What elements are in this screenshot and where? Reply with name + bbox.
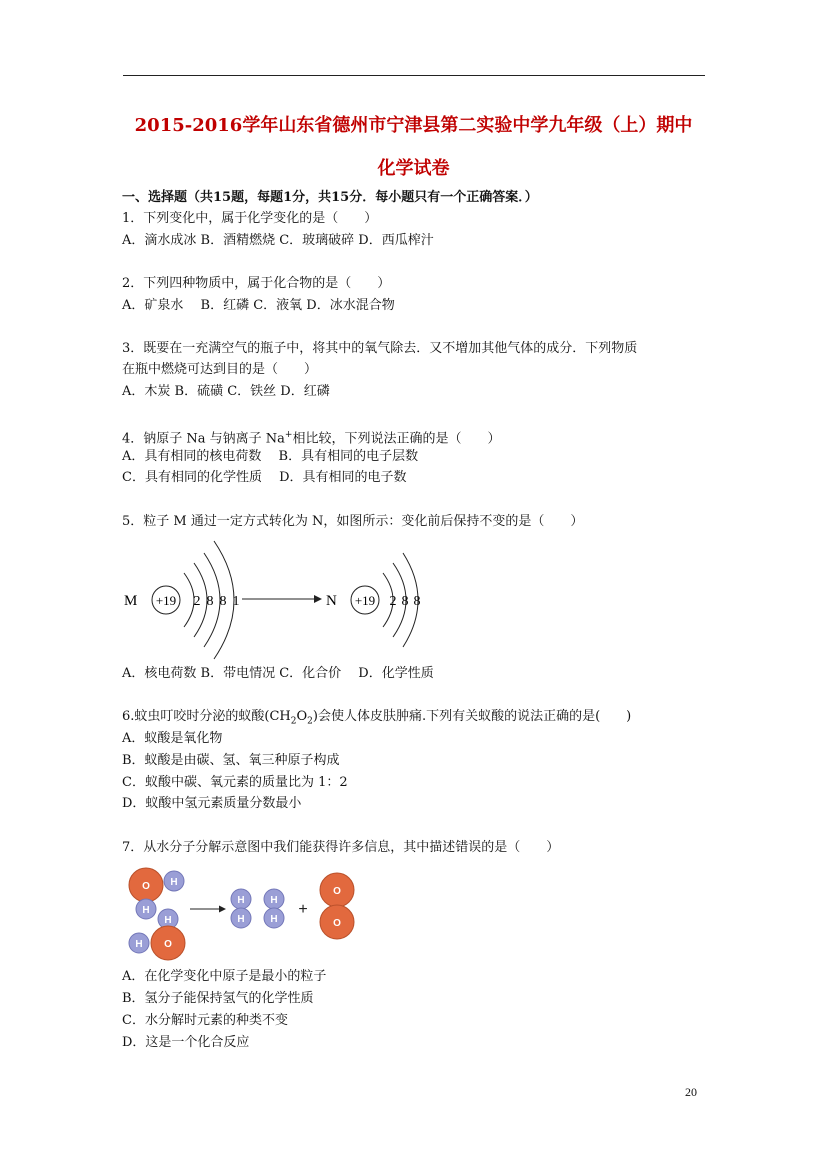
q4-stem-b: 相比较，下列说法正确的是（ ） [292, 431, 501, 447]
reaction-arrow-head [314, 595, 322, 603]
n-nucleus-charge: +19 [354, 593, 376, 608]
q7-stem: 7．从水分子分解示意图中我们能获得许多信息，其中描述错误的是（ ） [122, 840, 560, 855]
n-shell-count-2: 8 [401, 594, 409, 609]
q4-options-row2: C．具有相同的化学性质 D．具有相同的电子数 [122, 470, 407, 485]
hydrogen-symbol: H [135, 939, 143, 950]
m-shell-count-2: 8 [206, 594, 214, 609]
m-shell-count-4: 1 [232, 594, 240, 609]
q7-option-b: B．氢分子能保持氢气的化学性质 [122, 991, 314, 1006]
q6-option-a: A．蚁酸是氧化物 [122, 731, 223, 746]
q6-stem-c: )会使人体皮肤肿痛.下列有关蚁酸的说法正确的是( ) [312, 709, 632, 724]
plus-sign: + [298, 901, 308, 918]
atom-transformation-diagram [120, 536, 440, 664]
m-nucleus-charge: +19 [155, 593, 177, 608]
q5-stem: 5．粒子 M 通过一定方式转化为 N，如图所示：变化前后保持不变的是（ ） [122, 514, 584, 529]
hydrogen-symbol: H [270, 895, 278, 906]
q6-sub2: 2 [307, 716, 313, 727]
exam-title-line1: 2015-2016学年山东省德州市宁津县第二实验中学九年级（上）期中 [134, 115, 693, 136]
hydrogen-symbol: H [270, 914, 278, 925]
reaction-arrow-head [219, 906, 226, 913]
q4-stem [122, 426, 500, 448]
q6-sub1: 2 [290, 716, 297, 727]
oxygen-symbol: O [164, 939, 172, 950]
page-number: 20 [685, 1085, 697, 1099]
q7-option-a: A．在化学变化中原子是最小的粒子 [122, 969, 327, 984]
q6-stem [122, 708, 631, 731]
q2-stem: 2．下列四种物质中，属于化合物的是（ ） [122, 276, 391, 291]
q7-option-d: D．这是一个化合反应 [122, 1035, 250, 1050]
oxygen-symbol: O [142, 881, 150, 892]
q4-stem-a: 4．钠原子 Na 与钠离子 Na [122, 431, 285, 447]
n-label: N [326, 593, 337, 609]
section-heading: 一、选择题（共15题，每题1分，共15分．每小题只有一个正确答案．） [122, 190, 538, 205]
hydrogen-symbol: H [170, 877, 178, 888]
n-shell-count-3: 8 [413, 594, 421, 609]
oxygen-symbol: O [333, 918, 341, 929]
header-rule [123, 75, 705, 76]
m-shell-count-3: 8 [219, 594, 227, 609]
q2-options: A．矿泉水 B．红磷 C．液氧 D．冰水混合物 [122, 298, 395, 313]
q7-option-c: C．水分解时元素的种类不变 [122, 1013, 288, 1028]
m-shell-count-1: 2 [193, 594, 201, 609]
exam-title-line2: 化学试卷 [377, 158, 450, 179]
q3-stem-line1: 3．既要在一充满空气的瓶子中，将其中的氧气除去．又不增加其他气体的成分．下列物质 [122, 341, 638, 356]
q6-option-d: D．蚁酸中氢元素质量分数最小 [122, 796, 302, 811]
m-shell-1 [184, 573, 194, 627]
q6-option-b: B．蚁酸是由碳、氢、氧三种原子构成 [122, 753, 340, 768]
q3-options: A．木炭 B．硫磺 C．铁丝 D．红磷 [122, 384, 330, 399]
q5-options: A．核电荷数 B．带电情况 C．化合价 D．化学性质 [122, 666, 434, 681]
q4-superscript: + [284, 430, 293, 440]
water-decomposition-diagram [122, 863, 362, 963]
hydrogen-symbol: H [237, 895, 245, 906]
hydrogen-symbol: H [237, 914, 245, 925]
q1-stem: 1．下列变化中，属于化学变化的是（ ） [122, 211, 378, 226]
q6-stem-a: 6.蚊虫叮咬时分泌的蚁酸(CH [122, 709, 291, 724]
q3-stem-line2: 在瓶中燃烧可达到目的是（ ） [122, 362, 318, 377]
hydrogen-symbol: H [164, 915, 172, 926]
oxygen-symbol: O [333, 886, 341, 897]
q1-options: A．滴水成冰 B．酒精燃烧 C．玻璃破碎 D．西瓜榨汁 [122, 233, 434, 248]
m-label: M [124, 593, 138, 609]
q6-option-c: C．蚁酸中碳、氧元素的质量比为 1：2 [122, 775, 348, 790]
q6-stem-b: O [296, 709, 308, 724]
hydrogen-symbol: H [142, 905, 150, 916]
q4-options-row1: A．具有相同的核电荷数 B．具有相同的电子层数 [122, 449, 419, 464]
n-shell-count-1: 2 [389, 594, 397, 609]
